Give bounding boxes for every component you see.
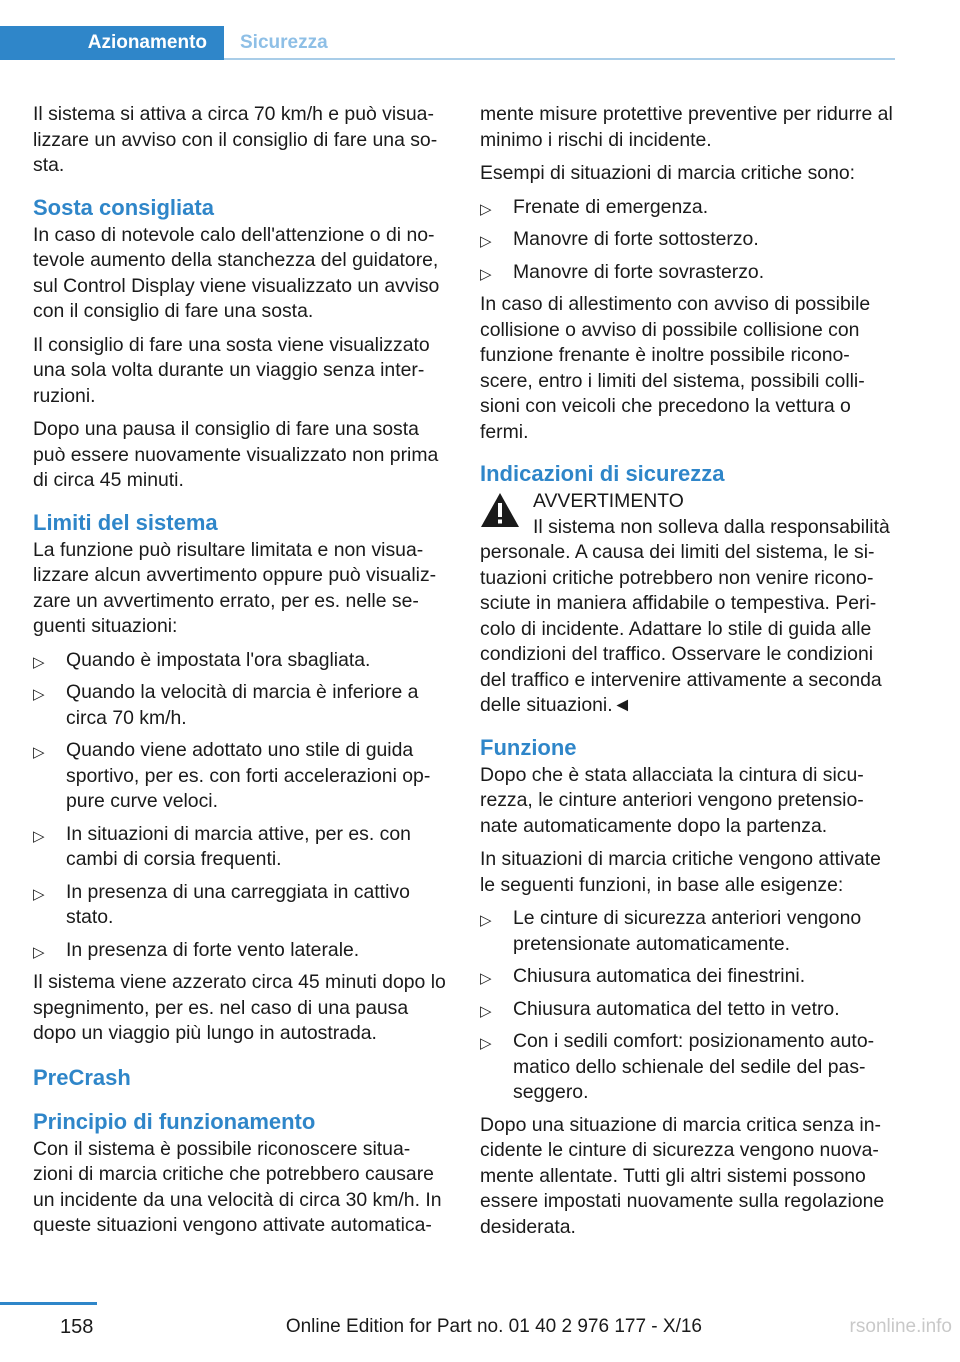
triangle-bullet-icon: ▷ — [480, 200, 492, 218]
list-item-text: Quando viene adottato uno stile di guida sportivo, per es. con forti accelerazioni op-pure curve veloci. — [66, 739, 431, 812]
list-item — [480, 1029, 896, 1106]
heading-limiti-sistema: Limiti del sistema — [33, 509, 218, 535]
list-item — [480, 906, 896, 957]
bullet-list — [480, 906, 896, 1106]
footer-rule — [0, 1302, 97, 1305]
list-item — [33, 680, 449, 731]
warning-text-first-line: Il sistema non solleva dalla responsabilità — [533, 515, 890, 538]
paragraph: Dopo una situazione di marcia critica senza in-cidente le cinture di sicurezza vengono nuova-mente allentate. Tutti gli altri sistemi possono essere impostati nuovamente sulla regolazione desiderata. — [480, 1113, 885, 1238]
list-item-text: In presenza di forte vento laterale. — [66, 938, 360, 961]
watermark: rsonline.info — [849, 1316, 952, 1337]
list-item-text: In presenza di una carreggiata in cattivo stato. — [66, 880, 410, 928]
paragraph: mente misure protettive preventive per ridurre al minimo i rischi di incidente. — [480, 103, 893, 151]
list-item — [480, 964, 896, 990]
list-item — [480, 227, 896, 253]
triangle-bullet-icon: ▷ — [480, 1002, 492, 1020]
paragraph: In caso di notevole calo dell'attenzione o di no-tevole aumento della stanchezza del guidatore, sul Control Display viene visualizzato un avviso con il consiglio di fare una sosta. — [33, 223, 440, 322]
left-column — [33, 102, 449, 1247]
triangle-bullet-icon: ▷ — [480, 265, 492, 283]
section-tab-inactive: Sicurezza — [240, 32, 328, 53]
list-item — [480, 997, 896, 1023]
paragraph: Esempi di situazioni di marcia critiche sono: — [480, 162, 856, 184]
triangle-bullet-icon: ▷ — [33, 686, 45, 703]
paragraph: In situazioni di marcia critiche vengono attivate le seguenti funzioni, in base alle esigenze: — [480, 848, 881, 896]
paragraph: La funzione può risultare limitata e non visua-lizzare alcun avvertimento oppure può visualiz-zare un avvertimento errato, per es. nelle se-guenti situazioni: — [33, 538, 437, 637]
list-item — [480, 195, 896, 221]
triangle-bullet-icon: ▷ — [33, 885, 45, 903]
triangle-bullet-icon: ▷ — [480, 1035, 492, 1052]
page-number: 158 — [60, 1316, 94, 1338]
list-item — [33, 880, 449, 931]
list-item-text: Chiusura automatica del tetto in vetro. — [513, 997, 840, 1020]
warning-triangle-icon — [480, 492, 520, 528]
triangle-bullet-icon: ▷ — [480, 233, 492, 250]
edition-note: Online Edition for Part no. 01 40 2 976 177 - X/16 — [285, 1316, 702, 1337]
heading-principio-funzionamento: Principio di funzionamento — [33, 1108, 316, 1134]
list-item-text: Chiusura automatica dei finestrini. — [513, 965, 806, 987]
list-item-text: Frenate di emergenza. — [513, 195, 709, 218]
header-divider — [224, 58, 895, 60]
heading-indicazioni-sicurezza: Indicazioni di sicurezza — [480, 461, 725, 486]
paragraph: Il sistema viene azzerato circa 45 minuti dopo lo spegnimento, per es. nel caso di una pausa dopo un viaggio più lungo in autostrada. — [33, 971, 446, 1044]
list-item-text: Le cinture di sicurezza anteriori vengono pretensionate automaticamente. — [513, 907, 862, 955]
page-header — [0, 26, 895, 60]
heading-funzione: Funzione — [480, 734, 577, 760]
paragraph: In caso di allestimento con avviso di possibile collisione o avviso di possibile collisione con funzione frenante è inoltre possibile ricono-scere, entro i limiti del sistema, possibili colli-sioni con veicoli che precedono la vettura o fermi. — [480, 293, 871, 443]
warning-text: personale. A causa dei limiti del sistema, le si-tuazioni critiche potrebbero non venire ricono-sciute in maniera affidabile o tempestiva. Peri-colo di incidente. Adattare lo stile di guida alle condizioni del traffico. Osservare le condizioni del traffico e intervenire attivamente a seconda delle situazioni.◄ — [480, 541, 882, 716]
paragraph: Dopo una pausa il consiglio di fare una sosta può essere nuovamente visualizzato non prima di circa 45 minuti. — [33, 418, 439, 491]
list-item-text: Manovre di forte sovrasterzo. — [513, 260, 765, 283]
paragraph: Il consiglio di fare una sosta viene visualizzato una sola volta durante un viaggio senza inter-ruzioni. — [33, 333, 430, 407]
triangle-bullet-icon: ▷ — [480, 970, 492, 987]
paragraph: Dopo che è stata allacciata la cintura di sicu-rezza, le cinture anteriori vengono pretensio-nate automaticamente dopo la partenza. — [480, 763, 864, 837]
list-item — [33, 648, 449, 674]
triangle-bullet-icon: ▷ — [33, 653, 45, 671]
heading-precrash: PreCrash — [33, 1064, 131, 1090]
bullet-list — [480, 195, 896, 286]
warning-title: AVVERTIMENTO — [533, 490, 684, 512]
triangle-bullet-icon: ▷ — [33, 744, 45, 761]
list-item-text: In situazioni di marcia attive, per es. con cambi di corsia frequenti. — [66, 822, 411, 870]
list-item — [480, 260, 896, 286]
list-item-text: Manovre di forte sottosterzo. — [513, 228, 759, 250]
list-item-text: Quando è impostata l'ora sbagliata. — [66, 648, 371, 671]
list-item-text: Con i sedili comfort: posizionamento auto-matico dello schienale del sedile del pas-seggero. — [513, 1030, 875, 1103]
section-tab-active: Azionamento — [0, 26, 224, 60]
list-item — [33, 738, 449, 815]
warning-block — [480, 489, 896, 719]
right-column — [480, 102, 896, 1248]
triangle-bullet-icon: ▷ — [33, 943, 45, 961]
triangle-bullet-icon: ▷ — [480, 912, 492, 929]
paragraph: Il sistema si attiva a circa 70 km/h e può visua-lizzare un avviso con il consiglio di fare una so-sta. — [33, 103, 438, 176]
list-item-text: Quando la velocità di marcia è inferiore a circa 70 km/h. — [66, 681, 419, 729]
list-item — [33, 822, 449, 873]
heading-sosta-consigliata: Sosta consigliata — [33, 194, 214, 220]
triangle-bullet-icon: ▷ — [33, 827, 45, 845]
paragraph: Con il sistema è possibile riconoscere situa-zioni di marcia critiche che potrebbero causare un incidente da una velocità di circa 30 km/h. In queste situazioni vengono attivate automatica- — [33, 1137, 442, 1236]
bullet-list — [33, 648, 449, 964]
list-item — [33, 938, 449, 964]
